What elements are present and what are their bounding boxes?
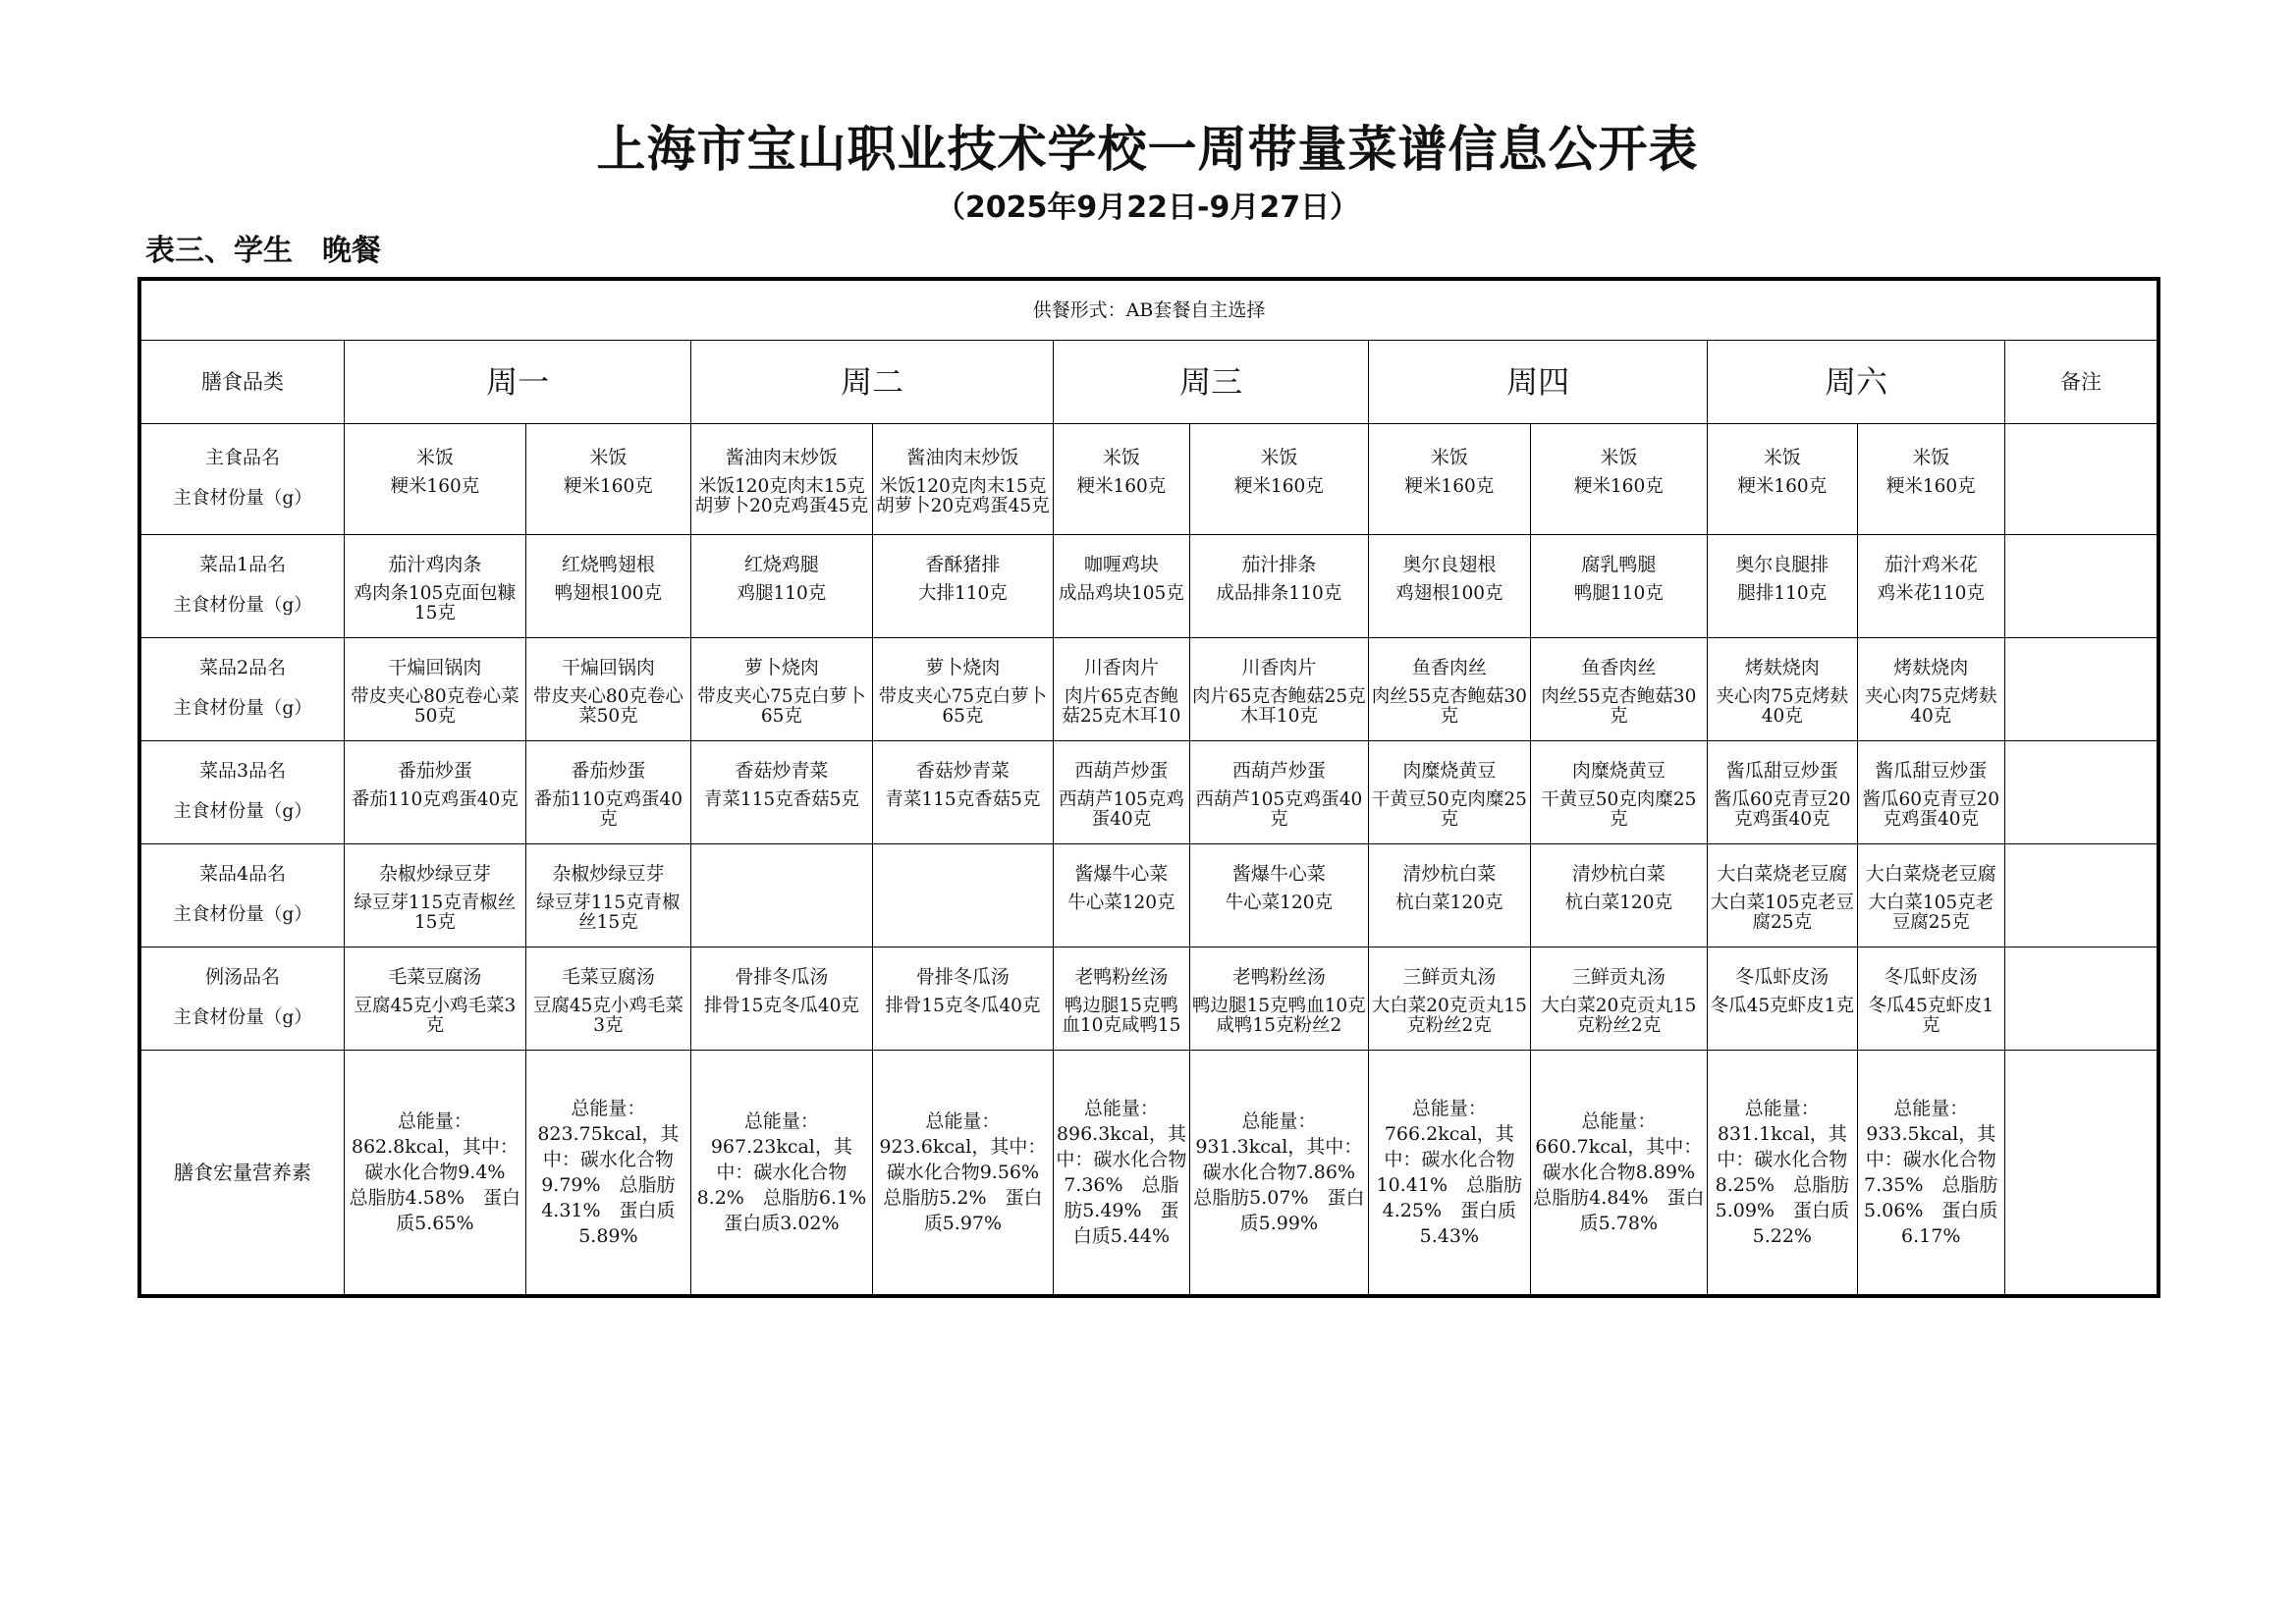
dish-amount: 牛心菜120克	[1067, 893, 1175, 913]
remark-cell	[2004, 638, 2158, 741]
dish-amount	[875, 893, 1052, 937]
dish-amount: 夹心肉75克烤麸40克	[1716, 686, 1849, 727]
dish-amount: 粳米160克	[1076, 476, 1167, 497]
menu-cell	[1857, 535, 2004, 638]
dish-name: 米饭	[1912, 447, 1950, 468]
dish-name: 杂椒炒绿豆芽	[378, 863, 491, 885]
dish-name: 骨排冬瓜汤	[735, 966, 829, 988]
dish-name: 茄汁鸡米花	[1884, 554, 1978, 575]
dish-amount: 带皮夹心80克卷心菜50克	[351, 686, 519, 727]
dish-amount: 鸡翅根100克	[1395, 583, 1503, 604]
dish-name: 三鲜贡丸汤	[1571, 966, 1666, 988]
dish-amount: 成品鸡块105克	[1058, 583, 1184, 604]
dish-amount: 豆腐45克小鸡毛菜3克	[532, 996, 683, 1036]
menu-cell	[1857, 947, 2004, 1051]
dish-amount: 粳米160克	[1233, 476, 1324, 497]
menu-cell	[1054, 638, 1189, 741]
page-title: 上海市宝山职业技术学校一周带量菜谱信息公开表	[596, 121, 1699, 178]
nutrition-cell: 总能量：766.2kcal，其中：碳水化合物10.41% 总脂肪4.25% 蛋白质5.43%	[1369, 1051, 1530, 1297]
menu-cell	[1189, 638, 1369, 741]
dish-amount: 米饭120克肉末15克胡萝卜20克鸡蛋45克	[876, 476, 1050, 516]
menu-cell	[872, 424, 1054, 535]
dish-name: 米饭	[1430, 447, 1468, 468]
remark-cell	[2004, 424, 2158, 535]
dish-name: 鱼香肉丝	[1411, 657, 1487, 678]
dish-name: 骨排冬瓜汤	[915, 966, 1010, 988]
menu-group-row	[139, 844, 2158, 947]
dish-name: 毛菜豆腐汤	[561, 966, 655, 988]
dish-name: 三鲜贡丸汤	[1402, 966, 1497, 988]
dish-amount: 鸭边腿15克鸭血10克咸鸭15	[1062, 996, 1181, 1036]
dish-name: 干煸回锅肉	[388, 657, 482, 678]
dish-amount: 肉丝55克杏鲍菇30克	[1541, 686, 1697, 727]
dish-amount: 鸭腿110克	[1573, 583, 1664, 604]
nutrition-cell: 总能量：862.8kcal，其中：碳水化合物9.4% 总脂肪4.58% 蛋白质5.65%	[345, 1051, 526, 1297]
dish-amount: 鸭翅根100克	[554, 583, 663, 604]
dish-name: 茄汁鸡肉条	[388, 554, 482, 575]
dish-amount: 米饭120克肉末15克胡萝卜20克鸡蛋45克	[694, 476, 869, 516]
day-header-thu: 周四	[1369, 341, 1708, 424]
dish-amount: 番茄110克鸡蛋40克	[351, 789, 519, 810]
dish-amount: 粳米160克	[1404, 476, 1495, 497]
menu-cell	[1369, 844, 1530, 947]
dish-amount: 肉丝55克杏鲍菇30克	[1371, 686, 1527, 727]
menu-cell	[525, 535, 690, 638]
menu-cell	[1054, 947, 1189, 1051]
menu-cell	[525, 844, 690, 947]
dish-amount: 干黄豆50克肉糜25克	[1371, 789, 1527, 830]
remark-cell	[2004, 1051, 2158, 1297]
menu-cell	[691, 424, 873, 535]
dish-name: 米饭	[1763, 447, 1801, 468]
dish-name: 米饭	[589, 447, 628, 468]
menu-group-row	[139, 947, 2158, 1051]
nutrition-cell: 总能量：660.7kcal，其中：碳水化合物8.89% 总脂肪4.84% 蛋白质5.78%	[1530, 1051, 1708, 1297]
dish-name: 腐乳鸭腿	[1581, 554, 1657, 575]
dish-name: 米饭	[415, 447, 454, 468]
menu-cell	[1530, 844, 1708, 947]
dish-name: 西葫芦炒蛋	[1231, 760, 1326, 782]
remark-cell	[2004, 844, 2158, 947]
dish-amount	[693, 893, 870, 937]
remark-header: 备注	[2004, 341, 2158, 424]
dish-amount: 西葫芦105克鸡蛋40克	[1195, 789, 1363, 830]
day-header-tue: 周二	[691, 341, 1054, 424]
dish-amount: 杭白菜120克	[1564, 893, 1672, 913]
dish-name: 清炒杭白菜	[1402, 863, 1497, 885]
dish-name: 酱瓜甜豆炒蛋	[1875, 760, 1988, 782]
menu-cell	[1369, 424, 1530, 535]
dish-amount: 干黄豆50克肉糜25克	[1541, 789, 1697, 830]
dish-name: 香酥猪排	[925, 554, 1001, 575]
dish-name: 毛菜豆腐汤	[388, 966, 482, 988]
dish-amount: 粳米160克	[390, 476, 480, 497]
menu-cell	[345, 638, 526, 741]
dish-amount: 酱瓜60克青豆20克鸡蛋40克	[1862, 789, 2000, 830]
dish-amount: 鸡米花110克	[1877, 583, 1985, 604]
dish-category-label: 菜品1品名	[199, 554, 287, 575]
supply-form: 供餐形式：AB套餐自主选择	[139, 279, 2158, 341]
dish-amount: 肉片65克杏鲍菇25克木耳10	[1062, 686, 1181, 727]
menu-cell	[1054, 424, 1189, 535]
menu-cell	[525, 424, 690, 535]
dish-category-label: 菜品4品名	[199, 863, 287, 885]
menu-cell	[1530, 424, 1708, 535]
dish-amount: 带皮夹心75克白萝卜65克	[697, 686, 866, 727]
dish-amount: 鸡腿110克	[737, 583, 827, 604]
dish-amount: 西葫芦105克鸡蛋40克	[1058, 789, 1184, 830]
table-label: 表三、学生 晚餐	[145, 234, 381, 268]
dish-amount: 绿豆芽115克青椒丝15克	[536, 893, 681, 933]
amount-label: 主食材份量（g）	[173, 1007, 312, 1028]
nutrition-cell: 总能量：931.3kcal，其中：碳水化合物7.86% 总脂肪5.07% 蛋白质5.99%	[1189, 1051, 1369, 1297]
menu-cell	[1054, 535, 1189, 638]
menu-cell	[872, 741, 1054, 844]
nutrition-cell: 总能量：967.23kcal，其中：碳水化合物8.2% 总脂肪6.1% 蛋白质3.02%	[691, 1051, 873, 1297]
menu-cell	[691, 844, 873, 947]
dish-amount: 大白菜105克老豆腐25克	[1710, 893, 1854, 933]
day-header-wed: 周三	[1054, 341, 1369, 424]
dish-name: 老鸭粉丝汤	[1074, 966, 1169, 988]
amount-label: 主食材份量（g）	[173, 904, 312, 925]
dish-name: 肉糜烧黄豆	[1402, 760, 1497, 782]
dish-amount: 酱瓜60克青豆20克鸡蛋40克	[1714, 789, 1851, 830]
category-cell	[139, 638, 345, 741]
dish-name: 咖喱鸡块	[1083, 554, 1159, 575]
menu-cell	[1054, 741, 1189, 844]
dish-amount: 冬瓜45克虾皮1克	[1710, 996, 1854, 1016]
menu-cell	[1054, 844, 1189, 947]
menu-cell	[345, 947, 526, 1051]
dish-category-label: 菜品3品名	[199, 760, 287, 782]
dish-name	[875, 854, 1052, 893]
menu-cell	[1857, 424, 2004, 535]
dish-amount: 大白菜20克贡丸15克粉丝2克	[1541, 996, 1697, 1036]
remark-cell	[2004, 535, 2158, 638]
dish-amount: 粳米160克	[1573, 476, 1664, 497]
menu-cell	[525, 741, 690, 844]
menu-cell	[1369, 535, 1530, 638]
dish-amount: 青菜115克香菇5克	[703, 789, 859, 810]
dish-name: 酱油肉末炒饭	[725, 447, 838, 468]
category-cell	[139, 424, 345, 535]
menu-cell	[1857, 844, 2004, 947]
dish-name: 红烧鸡腿	[743, 554, 819, 575]
category-header: 膳食品类	[139, 341, 345, 424]
dish-amount: 排骨15克冬瓜40克	[885, 996, 1041, 1016]
menu-cell	[872, 535, 1054, 638]
dish-name: 米饭	[1600, 447, 1638, 468]
dish-amount: 粳米160克	[1737, 476, 1828, 497]
menu-cell	[1708, 741, 1857, 844]
dish-name: 烤麸烧肉	[1744, 657, 1820, 678]
menu-group-row	[139, 638, 2158, 741]
dish-name: 酱油肉末炒饭	[906, 447, 1019, 468]
dish-amount: 大白菜20克贡丸15克粉丝2克	[1371, 996, 1527, 1036]
dish-amount: 带皮夹心80克卷心菜50克	[532, 686, 683, 727]
menu-cell	[1189, 741, 1369, 844]
dish-name: 红烧鸭翅根	[561, 554, 655, 575]
menu-cell	[1530, 638, 1708, 741]
dish-name: 大白菜烧老豆腐	[1717, 863, 1848, 885]
menu-cell	[691, 535, 873, 638]
dish-name: 番茄炒蛋	[397, 760, 472, 782]
dish-name: 萝卜烧肉	[743, 657, 819, 678]
dish-amount: 杭白菜120克	[1395, 893, 1503, 913]
dish-amount: 鸭边腿15克鸭血10克咸鸭15克粉丝2	[1192, 996, 1366, 1036]
dish-name: 奥尔良翅根	[1402, 554, 1497, 575]
menu-group-row	[139, 535, 2158, 638]
dish-amount: 肉片65克杏鲍菇25克木耳10克	[1192, 686, 1366, 727]
menu-group-row	[139, 741, 2158, 844]
dish-amount: 粳米160克	[563, 476, 653, 497]
menu-cell	[1708, 424, 1857, 535]
menu-cell	[1189, 947, 1369, 1051]
dish-amount: 排骨15克冬瓜40克	[703, 996, 859, 1016]
menu-cell	[691, 741, 873, 844]
menu-cell	[345, 844, 526, 947]
menu-cell	[1530, 535, 1708, 638]
nutrition-row	[139, 1051, 2158, 1297]
dish-name: 茄汁排条	[1241, 554, 1317, 575]
dish-amount: 绿豆芽115克青椒丝15克	[354, 893, 517, 933]
dish-name: 冬瓜虾皮汤	[1735, 966, 1830, 988]
dish-amount: 大排110克	[918, 583, 1008, 604]
category-cell	[139, 741, 345, 844]
menu-cell	[345, 741, 526, 844]
menu-cell	[1530, 947, 1708, 1051]
nutrition-cell: 总能量：896.3kcal，其中：碳水化合物7.36% 总脂肪5.49% 蛋白质5.44%	[1054, 1051, 1189, 1297]
dish-name	[693, 854, 870, 893]
dish-category-label: 主食品名	[205, 447, 281, 468]
dish-name: 香菇炒青菜	[915, 760, 1010, 782]
dish-amount: 牛心菜120克	[1225, 893, 1333, 913]
dish-name: 西葫芦炒蛋	[1074, 760, 1169, 782]
menu-cell	[691, 638, 873, 741]
dish-name: 番茄炒蛋	[571, 760, 646, 782]
menu-group-row	[139, 424, 2158, 535]
dish-amount: 番茄110克鸡蛋40克	[533, 789, 683, 830]
category-cell	[139, 947, 345, 1051]
amount-label: 主食材份量（g）	[173, 488, 312, 509]
dish-name: 清炒杭白菜	[1571, 863, 1666, 885]
amount-label: 主食材份量（g）	[173, 595, 312, 616]
amount-label: 主食材份量（g）	[173, 698, 312, 719]
nutrition-label: 膳食宏量营养素	[139, 1051, 345, 1297]
day-header-sat: 周六	[1708, 341, 2005, 424]
category-cell	[139, 535, 345, 638]
menu-cell	[1708, 947, 1857, 1051]
dish-amount: 粳米160克	[1885, 476, 1976, 497]
menu-cell	[1857, 741, 2004, 844]
dish-name: 萝卜烧肉	[925, 657, 1001, 678]
dish-amount: 带皮夹心75克白萝卜65克	[878, 686, 1048, 727]
dish-name: 川香肉片	[1241, 657, 1317, 678]
category-cell	[139, 844, 345, 947]
dish-amount: 青菜115克香菇5克	[885, 789, 1041, 810]
dish-name: 大白菜烧老豆腐	[1865, 863, 1996, 885]
dish-name: 酱瓜甜豆炒蛋	[1725, 760, 1838, 782]
nutrition-cell: 总能量：831.1kcal，其中：碳水化合物8.25% 总脂肪5.09% 蛋白质5.22%	[1708, 1051, 1857, 1297]
menu-cell	[1369, 947, 1530, 1051]
menu-cell	[345, 424, 526, 535]
menu-cell	[345, 535, 526, 638]
menu-cell	[1708, 535, 1857, 638]
remark-cell	[2004, 947, 2158, 1051]
dish-name: 酱爆牛心菜	[1074, 863, 1169, 885]
dish-amount: 夹心肉75克烤麸40克	[1864, 686, 1997, 727]
nutrition-cell: 总能量：933.5kcal，其中：碳水化合物7.35% 总脂肪5.06% 蛋白质6.17%	[1857, 1051, 2004, 1297]
amount-label: 主食材份量（g）	[173, 801, 312, 822]
dish-name: 川香肉片	[1083, 657, 1159, 678]
menu-cell	[1189, 844, 1369, 947]
dish-name: 米饭	[1102, 447, 1140, 468]
dish-category-label: 菜品2品名	[199, 657, 287, 678]
nutrition-cell: 总能量：823.75kcal，其中：碳水化合物9.79% 总脂肪4.31% 蛋白质5.89%	[525, 1051, 690, 1297]
dish-name: 杂椒炒绿豆芽	[552, 863, 665, 885]
dish-amount: 豆腐45克小鸡毛菜3克	[354, 996, 517, 1036]
menu-cell	[872, 844, 1054, 947]
dish-name: 鱼香肉丝	[1581, 657, 1657, 678]
date-range: （2025年9月22日-9月27日）	[935, 190, 1360, 225]
menu-cell	[872, 638, 1054, 741]
dish-amount: 腿排110克	[1737, 583, 1828, 604]
dish-amount: 大白菜105克老豆腐25克	[1868, 893, 1994, 933]
menu-cell	[1708, 638, 1857, 741]
dish-name: 老鸭粉丝汤	[1231, 966, 1326, 988]
menu-cell	[691, 947, 873, 1051]
dish-name: 干煸回锅肉	[561, 657, 655, 678]
dish-name: 肉糜烧黄豆	[1571, 760, 1666, 782]
menu-cell	[1369, 638, 1530, 741]
dish-name: 米饭	[1260, 447, 1298, 468]
day-header-mon: 周一	[345, 341, 691, 424]
dish-name: 冬瓜虾皮汤	[1884, 966, 1978, 988]
dish-name: 烤麸烧肉	[1893, 657, 1969, 678]
menu-cell	[1530, 741, 1708, 844]
dish-amount: 鸡肉条105克面包糠15克	[354, 583, 517, 623]
menu-cell	[1708, 844, 1857, 947]
menu-cell	[1189, 424, 1369, 535]
dish-amount: 冬瓜45克虾皮1克	[1868, 996, 1994, 1036]
menu-cell	[872, 947, 1054, 1051]
menu-cell	[1189, 535, 1369, 638]
remark-cell	[2004, 741, 2158, 844]
dish-name: 奥尔良腿排	[1735, 554, 1830, 575]
menu-cell	[525, 638, 690, 741]
dish-name: 香菇炒青菜	[735, 760, 829, 782]
menu-cell	[1857, 638, 2004, 741]
menu-cell	[525, 947, 690, 1051]
menu-cell	[1369, 741, 1530, 844]
nutrition-cell: 总能量：923.6kcal，其中：碳水化合物9.56% 总脂肪5.2% 蛋白质5.97%	[872, 1051, 1054, 1297]
dish-category-label: 例汤品名	[205, 966, 281, 988]
dish-name: 酱爆牛心菜	[1231, 863, 1326, 885]
menu-table	[137, 277, 2160, 1298]
dish-amount: 成品排条110克	[1216, 583, 1342, 604]
